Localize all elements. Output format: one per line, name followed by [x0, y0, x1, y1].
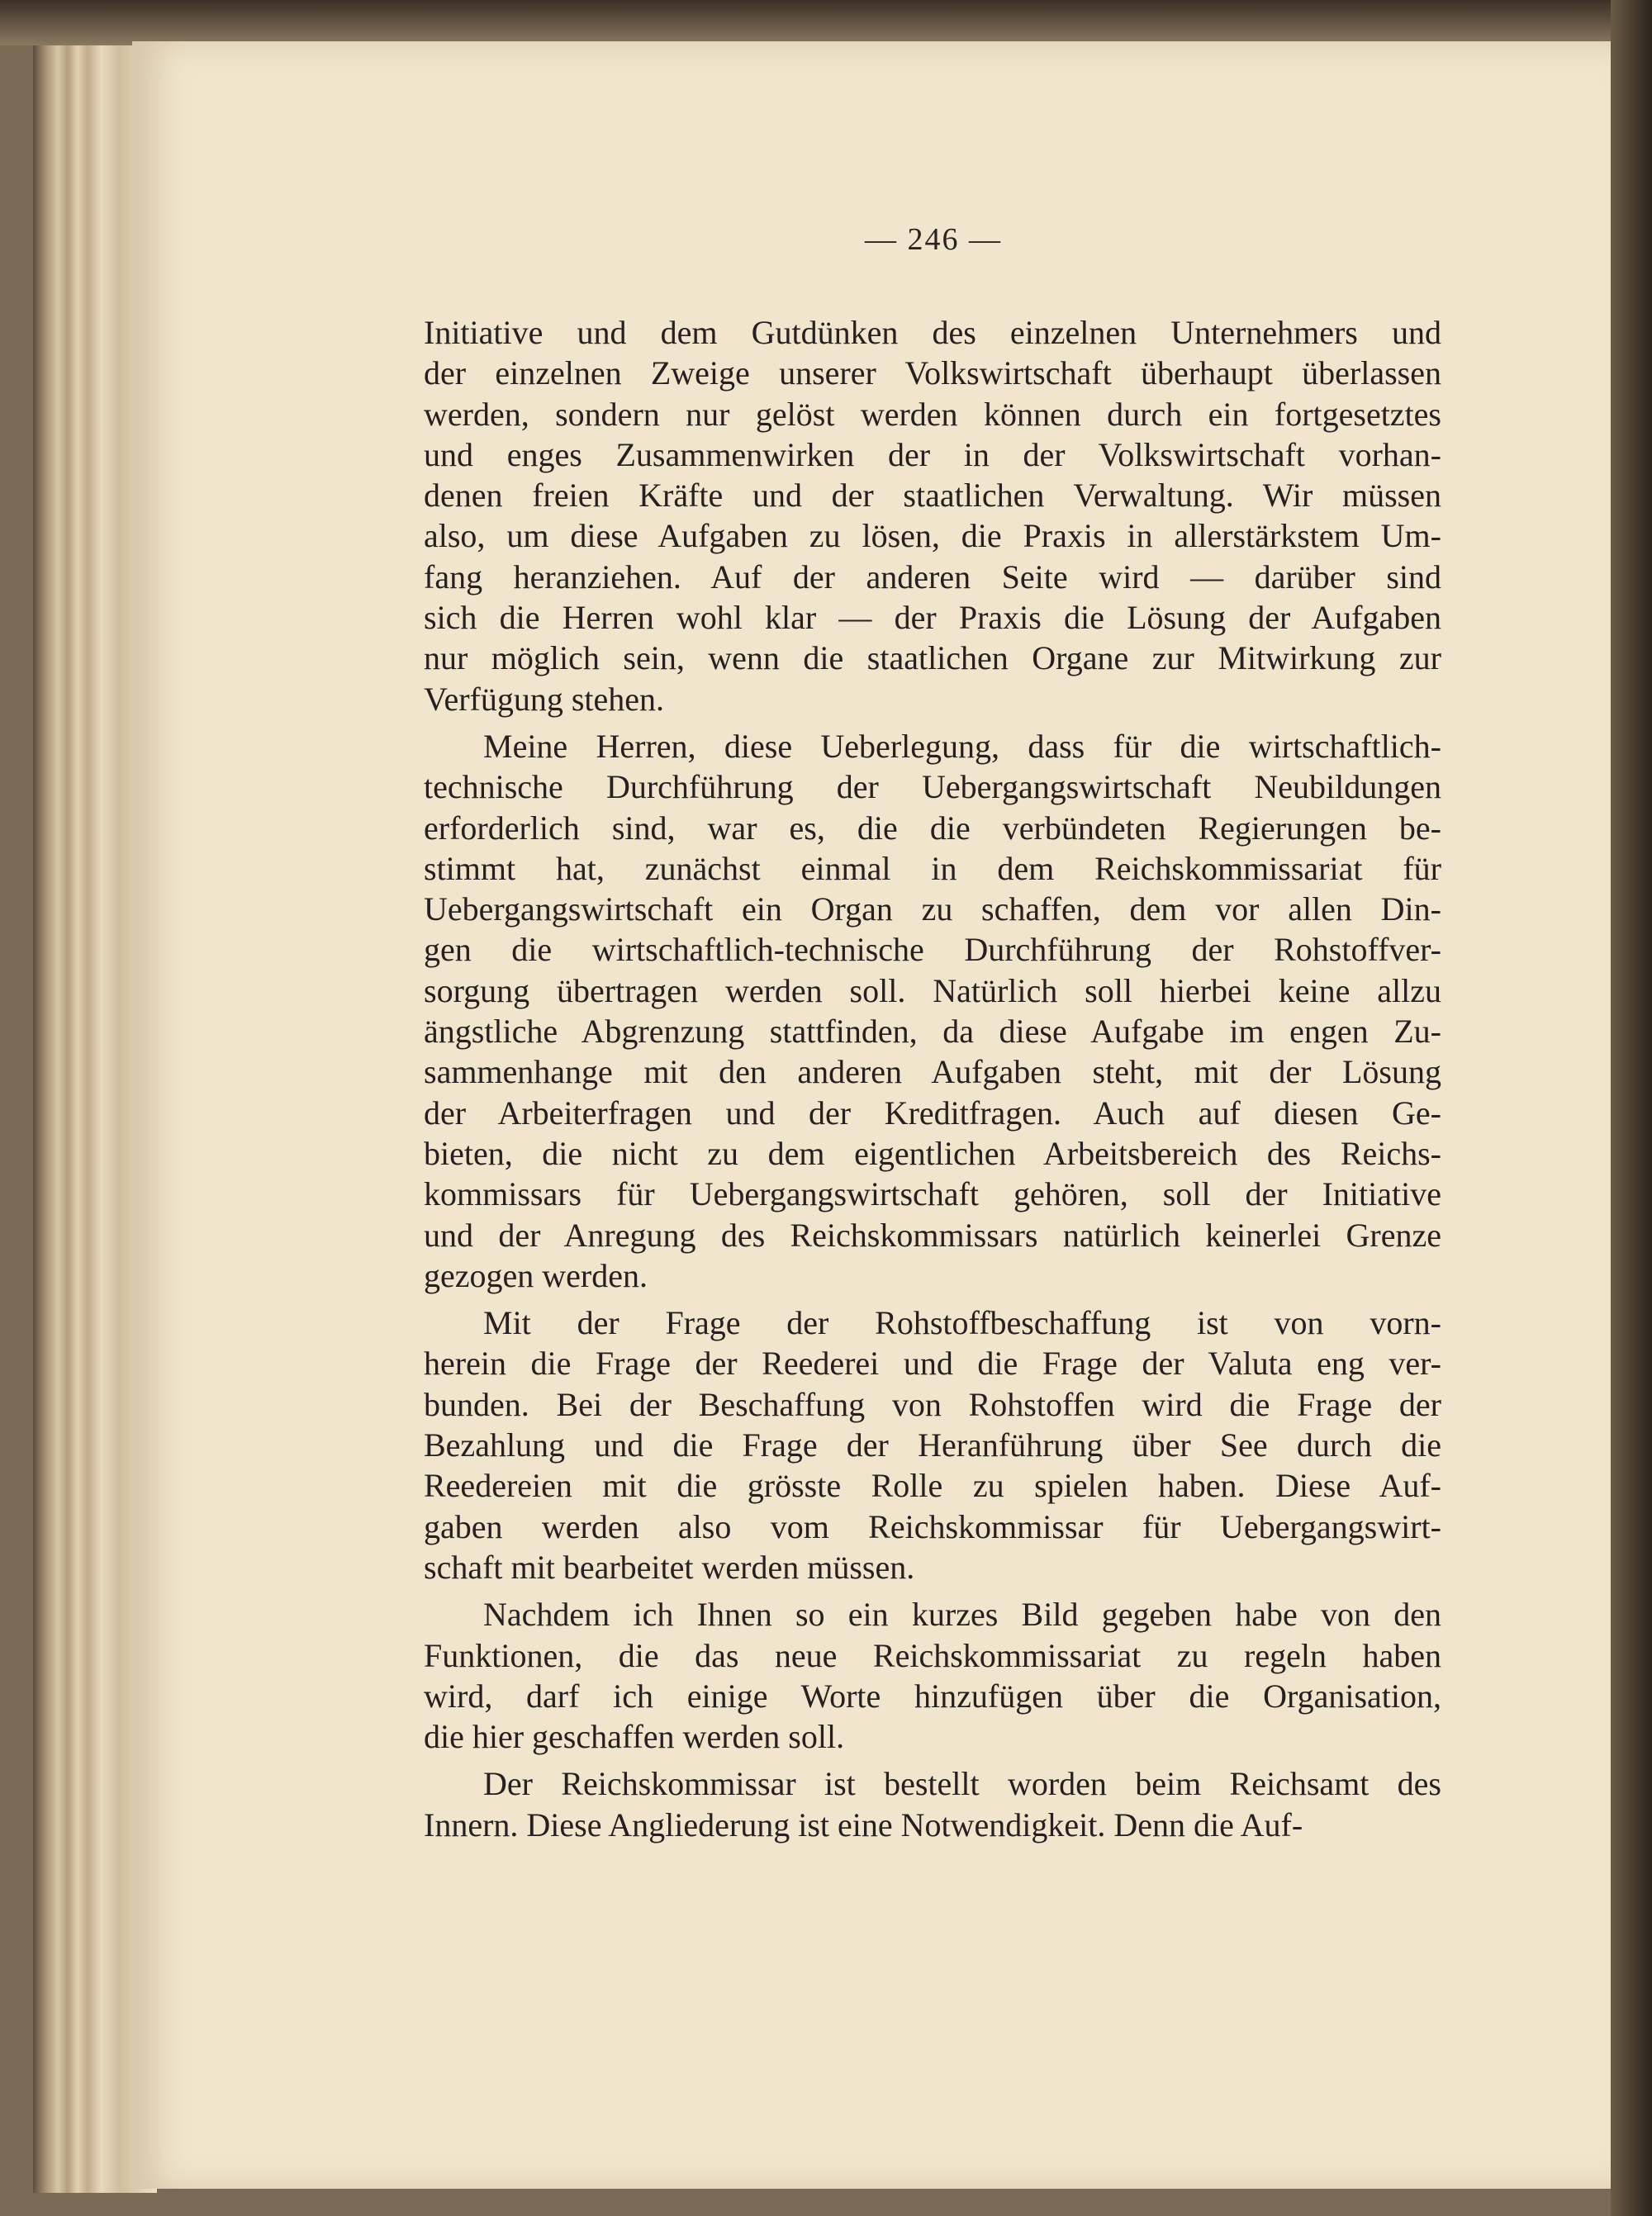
text-line: Uebergangswirtschaft ein Organ zu schaffen, dem vor allen Din- — [424, 890, 1441, 928]
text-line: Bezahlung und die Frage der Heranführung über See durch die — [424, 1426, 1441, 1464]
text-line: bunden. Bei der Beschaffung von Rohstoffen wird die Frage der — [424, 1385, 1441, 1423]
text-line: ängstliche Abgrenzung stattfinden, da diese Aufgabe im engen Zu- — [424, 1013, 1441, 1051]
text-line: erforderlich sind, war es, die die verbündeten Regierungen be- — [424, 809, 1441, 847]
text-line: herein die Frage der Reederei und die Frage der Valuta eng ver- — [424, 1345, 1441, 1383]
text-line: gaben werden also vom Reichskommissar für Uebergangswirt- — [424, 1507, 1441, 1545]
paragraph — [424, 1594, 1441, 1757]
text-line: also, um diese Aufgaben zu lösen, die Praxis in allerstärkstem Um- — [424, 517, 1441, 555]
paragraph — [424, 726, 1441, 1296]
text-line: gezogen werden. — [424, 1256, 648, 1294]
page-number: — 246 — — [865, 222, 1002, 257]
text-line: sich die Herren wohl klar — der Praxis die Lösung der Aufgaben — [424, 599, 1441, 637]
paragraph — [424, 312, 1441, 719]
text-line: kommissars für Uebergangswirtschaft gehören, soll der Initiative — [424, 1175, 1441, 1213]
paragraph — [424, 1303, 1441, 1587]
text-line: der Arbeiterfragen und der Kreditfragen. Auch auf diesen Ge- — [424, 1094, 1441, 1132]
text-line: und der Anregung des Reichskommissars natürlich keinerlei Grenze — [424, 1216, 1441, 1254]
text-line: Mit der Frage der Rohstoffbeschaffung ist von vorn- — [483, 1304, 1441, 1342]
text-line: wird, darf ich einige Worte hinzufügen über die Organisation, — [424, 1677, 1441, 1715]
text-line: Innern. Diese Angliederung ist eine Notwendigkeit. Denn die Auf- — [424, 1806, 1303, 1844]
text-line: werden, sondern nur gelöst werden können durch ein fortgesetztes — [424, 395, 1441, 433]
text-line: stimmt hat, zunächst einmal in dem Reichskommissariat für — [424, 849, 1441, 887]
text-line: technische Durchführung der Uebergangswirtschaft Neubildungen — [424, 768, 1441, 806]
text-line: Verfügung stehen. — [424, 680, 665, 718]
text-line: fang heranziehen. Auf der anderen Seite wird — darüber sind — [424, 558, 1441, 596]
body-text — [424, 312, 1441, 1852]
text-line: schaft mit bearbeitet werden müssen. — [424, 1548, 915, 1586]
text-line: Initiative und dem Gutdünken des einzelnen Unternehmers und — [424, 314, 1441, 351]
text-line: Meine Herren, diese Ueberlegung, dass für die wirtschaftlich- — [483, 727, 1441, 765]
text-line: gen die wirtschaftlich-technische Durchführung der Rohstoffver- — [424, 931, 1441, 969]
text-line: Funktionen, die das neue Reichskommissariat zu regeln haben — [424, 1636, 1441, 1674]
text-line: sorgung übertragen werden soll. Natürlich soll hierbei keine allzu — [424, 971, 1441, 1009]
text-line: Der Reichskommissar ist bestellt worden beim Reichsamt des — [483, 1765, 1441, 1803]
text-line: denen freien Kräfte und der staatlichen Verwaltung. Wir müssen — [424, 477, 1441, 515]
text-line: nur möglich sein, wenn die staatlichen Organe zur Mitwirkung zur — [424, 639, 1441, 677]
page-header — [0, 221, 1652, 258]
text-line: bieten, die nicht zu dem eigentlichen Arbeitsbereich des Reichs- — [424, 1134, 1441, 1172]
text-line: der einzelnen Zweige unserer Volkswirtschaft überhaupt überlassen — [424, 354, 1441, 392]
text-line: die hier geschaffen werden soll. — [424, 1718, 845, 1756]
text-line: Nachdem ich Ihnen so ein kurzes Bild gegeben habe von den — [483, 1596, 1441, 1634]
text-line: Reedereien mit die grösste Rolle zu spielen haben. Diese Auf- — [424, 1467, 1441, 1505]
scan-right-border — [1611, 0, 1652, 2216]
paragraph — [424, 1763, 1441, 1845]
text-line: sammenhange mit den anderen Aufgaben steht, mit der Lösung — [424, 1053, 1441, 1091]
text-line: und enges Zusammenwirken der in der Volkswirtschaft vorhan- — [424, 435, 1441, 473]
scan-top-border — [0, 0, 1652, 45]
